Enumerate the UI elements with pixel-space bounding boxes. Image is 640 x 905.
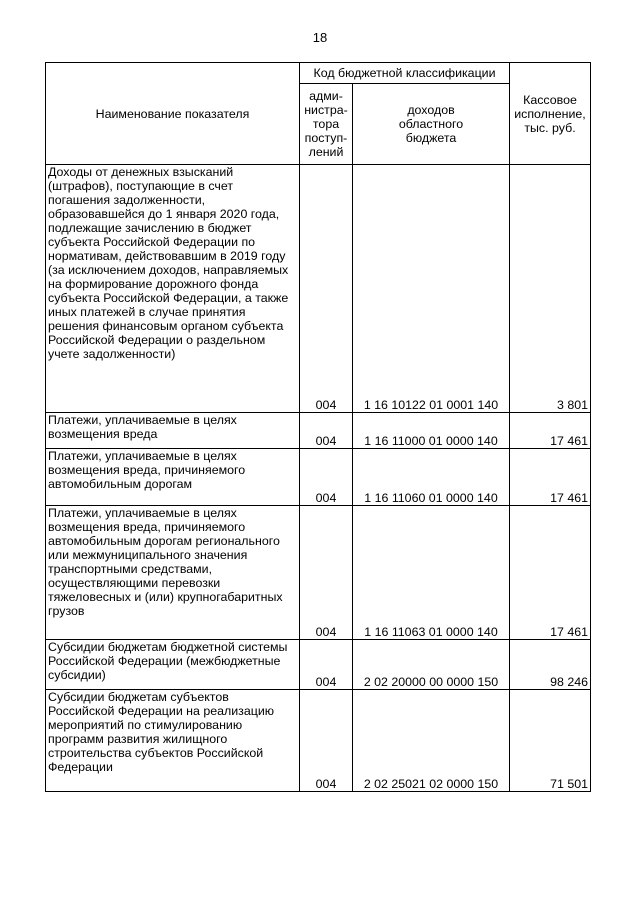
row-name: Субсидии бюджетам бюджетной системы Российской Федерации (межбюджетные субсидии) <box>46 640 300 690</box>
row-amount: 71 501 <box>510 690 591 792</box>
table-row <box>46 413 591 449</box>
row-admin-code: 004 <box>300 165 353 413</box>
header-cash-execution: Кассовое исполнение, тыс. руб. <box>510 63 591 165</box>
budget-table <box>45 62 591 792</box>
page-number: 18 <box>312 30 328 45</box>
row-amount: 98 246 <box>510 640 591 690</box>
table-row <box>46 640 591 690</box>
row-amount: 17 461 <box>510 449 591 506</box>
table-row <box>46 506 591 640</box>
row-admin-code: 004 <box>300 449 353 506</box>
row-name: Доходы от денежных взысканий (штрафов), поступающие в счет погашения задолженности, образовавшейся до 1 января 2020 года, подлежащие зачислению в бюджет субъекта Российской Федерации по нормативам, действовавшим в 2019 году (за исключением доходов, направляемых на формирование дорожного фонда субъекта Российской Федерации, а также иных платежей в случае принятия решения финансовым органом субъекта Российской Федерации о раздельном учете задолженности) <box>46 165 300 413</box>
row-admin-code: 004 <box>300 413 353 449</box>
header-income-code: доходов областного бюджета <box>353 84 510 165</box>
row-budget-code: 1 16 10122 01 0001 140 <box>353 165 510 413</box>
row-budget-code: 2 02 20000 00 0000 150 <box>353 640 510 690</box>
header-row-top <box>46 63 591 84</box>
row-amount: 17 461 <box>510 506 591 640</box>
table-row <box>46 449 591 506</box>
row-admin-code: 004 <box>300 506 353 640</box>
row-name: Субсидии бюджетам субъектов Российской Федерации на реализацию мероприятий по стимулированию программ развития жилищного строительства субъектов Российской Федерации <box>46 690 300 792</box>
header-administrator: адми- нистра- тора поступ- лений <box>300 84 353 165</box>
row-name: Платежи, уплачиваемые в целях возмещения вреда, причиняемого автомобильным дорогам <box>46 449 300 506</box>
row-admin-code: 004 <box>300 690 353 792</box>
header-code-group: Код бюджетной классификации <box>300 63 510 84</box>
header-name: Наименование показателя <box>46 63 300 165</box>
row-budget-code: 1 16 11000 01 0000 140 <box>353 413 510 449</box>
table-row <box>46 690 591 792</box>
row-name: Платежи, уплачиваемые в целях возмещения вреда, причиняемого автомобильным дорогам регионального или межмуниципального значения транспортными средствами, осуществляющими перевозки тяжеловесных и (или) крупногабаритных грузов <box>46 506 300 640</box>
row-amount: 17 461 <box>510 413 591 449</box>
row-budget-code: 1 16 11063 01 0000 140 <box>353 506 510 640</box>
row-budget-code: 1 16 11060 01 0000 140 <box>353 449 510 506</box>
row-budget-code: 2 02 25021 02 0000 150 <box>353 690 510 792</box>
row-name: Платежи, уплачиваемые в целях возмещения вреда <box>46 413 300 449</box>
row-admin-code: 004 <box>300 640 353 690</box>
table-row <box>46 165 591 413</box>
row-amount: 3 801 <box>510 165 591 413</box>
